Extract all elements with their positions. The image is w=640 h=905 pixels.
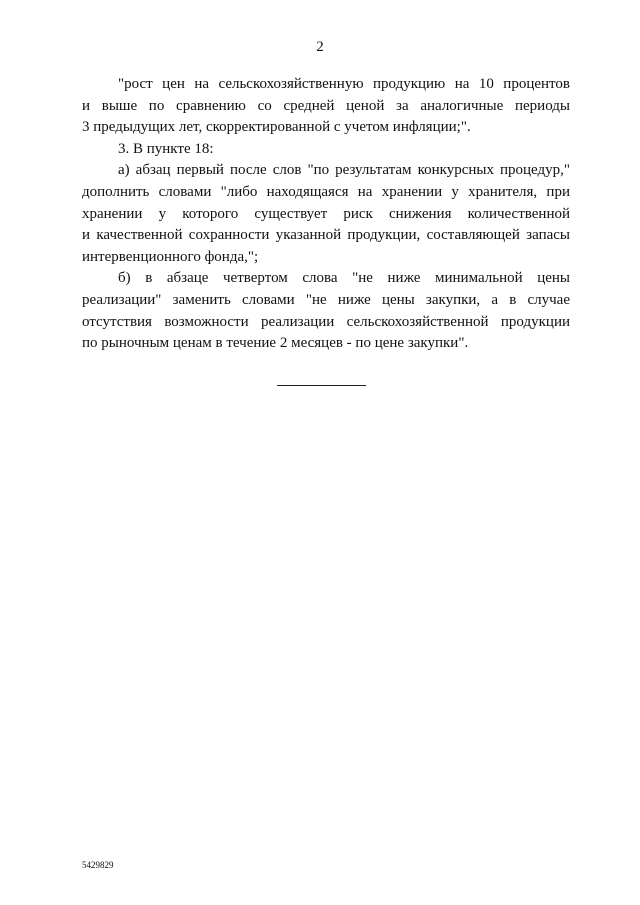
paragraph-4-line-2: реализации" заменить словами "не ниже цены закупки, а в случае [82,291,570,308]
paragraph-3-line-1: а) абзац первый после слов "по результатам конкурсных процедур," [118,162,570,179]
paragraph-2-line-1: 3. В пункте 18: [118,140,214,157]
paragraph-3-line-2: дополнить словами "либо находящаяся на хранении у хранителя, при [82,183,570,200]
document-code: 5429829 [82,860,114,870]
end-separator-line [277,385,366,386]
paragraph-3-line-4: и качественной сохранности указанной продукции, составляющей запасы [82,227,570,244]
paragraph-3-line-3: хранении у которого существует риск снижения количественной [82,205,570,222]
paragraph-4-line-3: отсутствия возможности реализации сельскохозяйственной продукции [82,313,570,330]
document-body [82,74,570,355]
paragraph-3-line-5: интервенционного фонда,"; [82,248,259,265]
paragraph-4-line-1: б) в абзаце четвертом слова "не ниже минимальной цены [118,270,570,287]
paragraph-4-line-4: по рыночным ценам в течение 2 месяцев - по цене закупки". [82,335,469,352]
paragraph-1-line-2: и выше по сравнению со средней ценой за аналогичные периоды [82,97,570,114]
page-number: 2 [316,39,324,55]
paragraph-1-line-3: 3 предыдущих лет, скорректированной с учетом инфляции;". [82,119,471,136]
paragraph-1-line-1: "рост цен на сельскохозяйственную продукцию на 10 процентов [118,76,570,92]
